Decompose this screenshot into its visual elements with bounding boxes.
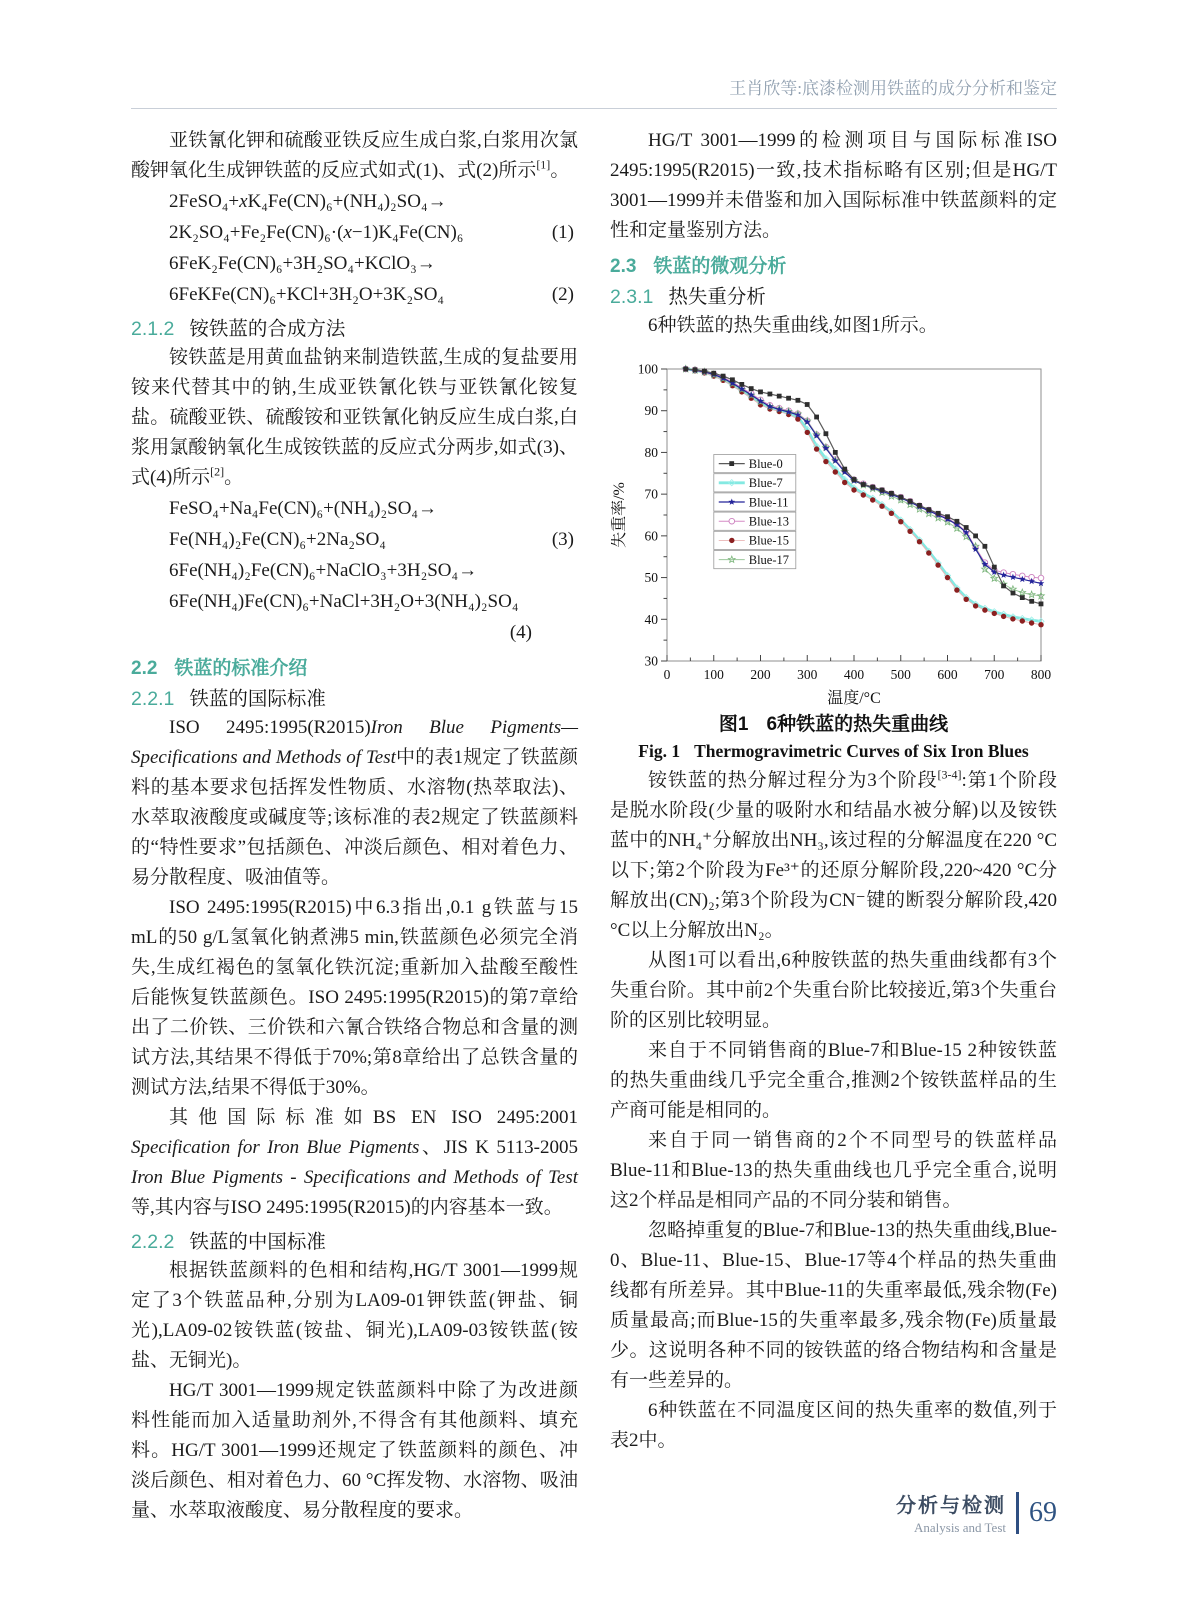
journal-name-cn: 分析与检测 — [896, 1495, 1006, 1517]
section-heading-2-3-1: 2.3.1 热失重分析 — [610, 286, 766, 308]
equation-line: 6FeKFe(CN)₆+KCl+3H₂O+3K₂SO₄ (2) — [131, 279, 578, 310]
equation-line: 6Fe(NH₄)Fe(CN)₆+NaCl+3H₂O+3(NH₄)₂SO₄ — [169, 591, 519, 612]
italic-title: Iron Blue Pigments—Specifications and Methods of Test — [131, 717, 578, 768]
figure-1 — [610, 353, 1057, 762]
journal-name — [896, 1489, 1006, 1536]
svg-text:100: 100 — [637, 361, 658, 377]
svg-text:50: 50 — [644, 570, 658, 586]
svg-text:40: 40 — [644, 611, 658, 627]
svg-text:0: 0 — [663, 667, 670, 682]
section-heading-2-1-2: 2.1.2 铵铁蓝的合成方法 — [131, 318, 346, 340]
svg-text:600: 600 — [936, 667, 958, 682]
footer-divider — [1016, 1492, 1019, 1534]
svg-text:温度/°C: 温度/°C — [826, 690, 881, 707]
paragraph: 从图1可以看出,6种胺铁蓝的热失重曲线都有3个失重台阶。其中前2个失重台阶比较接近,第3个失重台阶的区别比较明显。 — [610, 950, 1057, 1031]
page-footer — [896, 1489, 1057, 1536]
svg-text:Blue-15: Blue-15 — [748, 533, 789, 548]
svg-text:失重率/%: 失重率/% — [610, 482, 628, 548]
svg-text:700: 700 — [983, 667, 1004, 682]
equation-line: 2FeSO₄+xK₄Fe(CN)₆+(NH₄)₂SO₄→ — [169, 191, 447, 212]
equation-line: Fe(NH₄)₂Fe(CN)₆+2Na₂SO₄ (3) — [131, 524, 578, 555]
paragraph: 6种铁蓝在不同温度区间的热失重率的数值,列于表2中。 — [610, 1400, 1057, 1451]
svg-text:Blue-7: Blue-7 — [748, 476, 783, 491]
figure-caption-en: Fig. 1 Thermogravimetric Curves of Six Iron Blues — [638, 741, 1029, 761]
equation-number: (2) — [551, 284, 574, 305]
section-heading-2-2-2: 2.2.2 铁蓝的中国标准 — [131, 1231, 326, 1253]
svg-text:70: 70 — [644, 486, 658, 502]
svg-text:Blue-11: Blue-11 — [748, 495, 789, 510]
equation-line: FeSO₄+Na₄Fe(CN)₆+(NH₄)₂SO₄→ — [169, 498, 438, 519]
svg-text:200: 200 — [749, 667, 771, 682]
paragraph: HG/T 3001—1999的检测项目与国际标准ISO 2495:1995(R2015)一致,技术指标略有区别;但是HG/T 3001—1999并未借鉴和加入国际标准中铁蓝颜料的定性和定量鉴别方法。 — [610, 130, 1057, 241]
paragraph: 其他国际标准如BS EN ISO 2495:2001 Specification for Iron Blue Pigments、JIS K 5113-2005 Iron Blue Pigments - Specifications and Methods of Test等,其内容与ISO 2495:1995(R2015)的内容基本一致。 — [131, 1107, 578, 1218]
paragraph: ISO 2495:1995(R2015)Iron Blue Pigments—Specifications and Methods of Test中的表1规定了铁蓝颜料的基本要求包括挥发性物质、水溶物(热萃取法)、水萃取液酸度或碱度等;该标准的表2规定了铁蓝颜料的“特性要求”包括颜色、冲淡后颜色、相对着色力、易分散程度、吸油值等。 — [131, 717, 578, 888]
journal-name-en: Analysis and Test — [913, 1520, 1006, 1535]
section-heading-2-3: 2.3 铁蓝的微观分析 — [610, 256, 787, 277]
equation-number: (4) — [509, 622, 532, 643]
paragraph: 根据铁蓝颜料的色相和结构,HG/T 3001—1999规定了3个铁蓝品种,分别为LA09-01钾铁蓝(钾盐、铜光),LA09-02铵铁蓝(铵盐、铜光),LA09-03铵铁蓝(铵盐、无铜光)。 — [131, 1260, 578, 1371]
citation-ref: [2] — [210, 464, 225, 479]
paragraph — [131, 126, 578, 186]
svg-text:90: 90 — [644, 403, 658, 419]
equation-number: (1) — [551, 222, 574, 243]
svg-text:60: 60 — [644, 528, 658, 544]
figure-caption-cn: 图1 6种铁蓝的热失重曲线 — [718, 714, 949, 735]
equation-line — [131, 617, 578, 648]
italic-title: Specification for Iron Blue Pigments — [131, 1137, 420, 1158]
equation-number: (3) — [551, 529, 574, 550]
running-head — [131, 74, 1057, 109]
paragraph: ISO 2495:1995(R2015)中6.3指出,0.1 g铁蓝与15 mL的50 g/L氢氧化钠煮沸5 min,铁蓝颜色必须完全消失,生成红褐色的氢氧化铁沉淀;重新加入盐酸至酸性后能恢复铁蓝颜色。ISO 2495:1995(R2015)的第7章给出了二价铁、三价铁和六氰合铁络合物总和含量的测试方法,其结果不得低于70%;第8章给出了总铁含量的测试方法,结果不得低于30%。 — [131, 897, 578, 1098]
paragraph: 铵铁蓝的热分解过程分为3个阶段[3-4]:第1个阶段是脱水阶段(少量的吸附水和结晶水被分解)以及铵铁蓝中的NH₄⁺分解放出NH₃,该过程的分解温度在220 °C以下;第2个阶段为Fe³⁺的还原分解阶段,220~420 °C分解放出(CN)₂;第3个阶段为CN⁻键的断裂分解阶段,420 °C以上分解放出N₂。 — [610, 767, 1057, 941]
svg-text:80: 80 — [644, 444, 658, 460]
equation-line: 6Fe(NH₄)₂Fe(CN)₆+NaClO₃+3H₂SO₄→ — [169, 560, 478, 581]
citation-ref: [1] — [536, 157, 551, 172]
section-heading-2-2-1: 2.2.1 铁蓝的国际标准 — [131, 688, 326, 710]
paragraph: 来自于不同销售商的Blue-7和Blue-15 2种铵铁蓝的热失重曲线几乎完全重合,推测2个铵铁蓝样品的生产商可能是相同的。 — [610, 1040, 1057, 1121]
svg-text:Blue-0: Blue-0 — [748, 456, 783, 471]
page-content — [131, 126, 1057, 1526]
italic-title: Iron Blue Pigments - Specifications and Methods of Test — [131, 1167, 578, 1188]
equation-line: 6FeK₂Fe(CN)₆+3H₂SO₄+KClO₃→ — [169, 253, 436, 274]
running-title: 王肖欣等:底漆检测用铁蓝的成分分析和鉴定 — [729, 79, 1057, 98]
svg-text:Blue-17: Blue-17 — [748, 552, 789, 567]
citation-ref: [3-4] — [937, 767, 962, 782]
svg-text:500: 500 — [890, 667, 911, 682]
paragraph: HG/T 3001—1999规定铁蓝颜料中除了为改进颜料性能而加入适量助剂外,不得含有其他颜料、填充料。HG/T 3001—1999还规定了铁蓝颜料的颜色、冲淡后颜色、相对着色力、60 °C挥发物、水溶物、吸油量、水萃取液酸度、易分散程度的要求。 — [131, 1380, 578, 1521]
paragraph-text: 亚铁氰化钾和硫酸亚铁反应生成白浆,白浆用次氯酸钾氧化生成钾铁蓝的反应式如式(1)、式(2)所示 — [131, 130, 578, 181]
paragraph: 忽略掉重复的Blue-7和Blue-13的热失重曲线,Blue-0、Blue-11、Blue-15、Blue-17等4个样品的热失重曲线都有所差异。其中Blue-11的失重率最低,残余物(Fe)质量最高;而Blue-15的失重率最多,残余物(Fe)质量最少。这说明各种不同的铵铁蓝的络合物结构和含量是有一些差异的。 — [610, 1220, 1057, 1391]
svg-text:100: 100 — [703, 667, 724, 682]
thermogravimetric-chart — [610, 353, 1057, 707]
svg-text:300: 300 — [796, 667, 817, 682]
svg-text:30: 30 — [644, 653, 658, 669]
section-heading-2-2: 2.2 铁蓝的标准介绍 — [131, 658, 308, 679]
left-column — [131, 126, 578, 1526]
page-number: 69 — [1029, 1496, 1057, 1528]
right-column — [610, 126, 1057, 1526]
paragraph: 铵铁蓝是用黄血盐钠来制造铁蓝,生成的复盐要用铵来代替其中的钠,生成亚铁氰化铁与亚铁氰化铵复盐。硫酸亚铁、硫酸铵和亚铁氰化钠反应生成白浆,白浆用氯酸钠氧化生成铵铁蓝的反应式分两步,如式(3)、式(4)所示[2]。 — [131, 347, 578, 488]
paragraph: 来自于同一销售商的2个不同型号的铁蓝样品Blue-11和Blue-13的热失重曲线也几乎完全重合,说明这2个样品是相同产品的不同分装和销售。 — [610, 1130, 1057, 1211]
figure-caption — [610, 709, 1057, 762]
svg-text:400: 400 — [843, 667, 864, 682]
svg-text:800: 800 — [1030, 667, 1051, 682]
paragraph-text: 。 — [550, 160, 570, 181]
equation-line: 2K₂SO₄+Fe₂Fe(CN)₆·(x−1)K₄Fe(CN)₆ (1) — [131, 217, 578, 248]
paragraph: 6种铁蓝的热失重曲线,如图1所示。 — [648, 315, 938, 336]
svg-text:Blue-13: Blue-13 — [748, 514, 789, 529]
